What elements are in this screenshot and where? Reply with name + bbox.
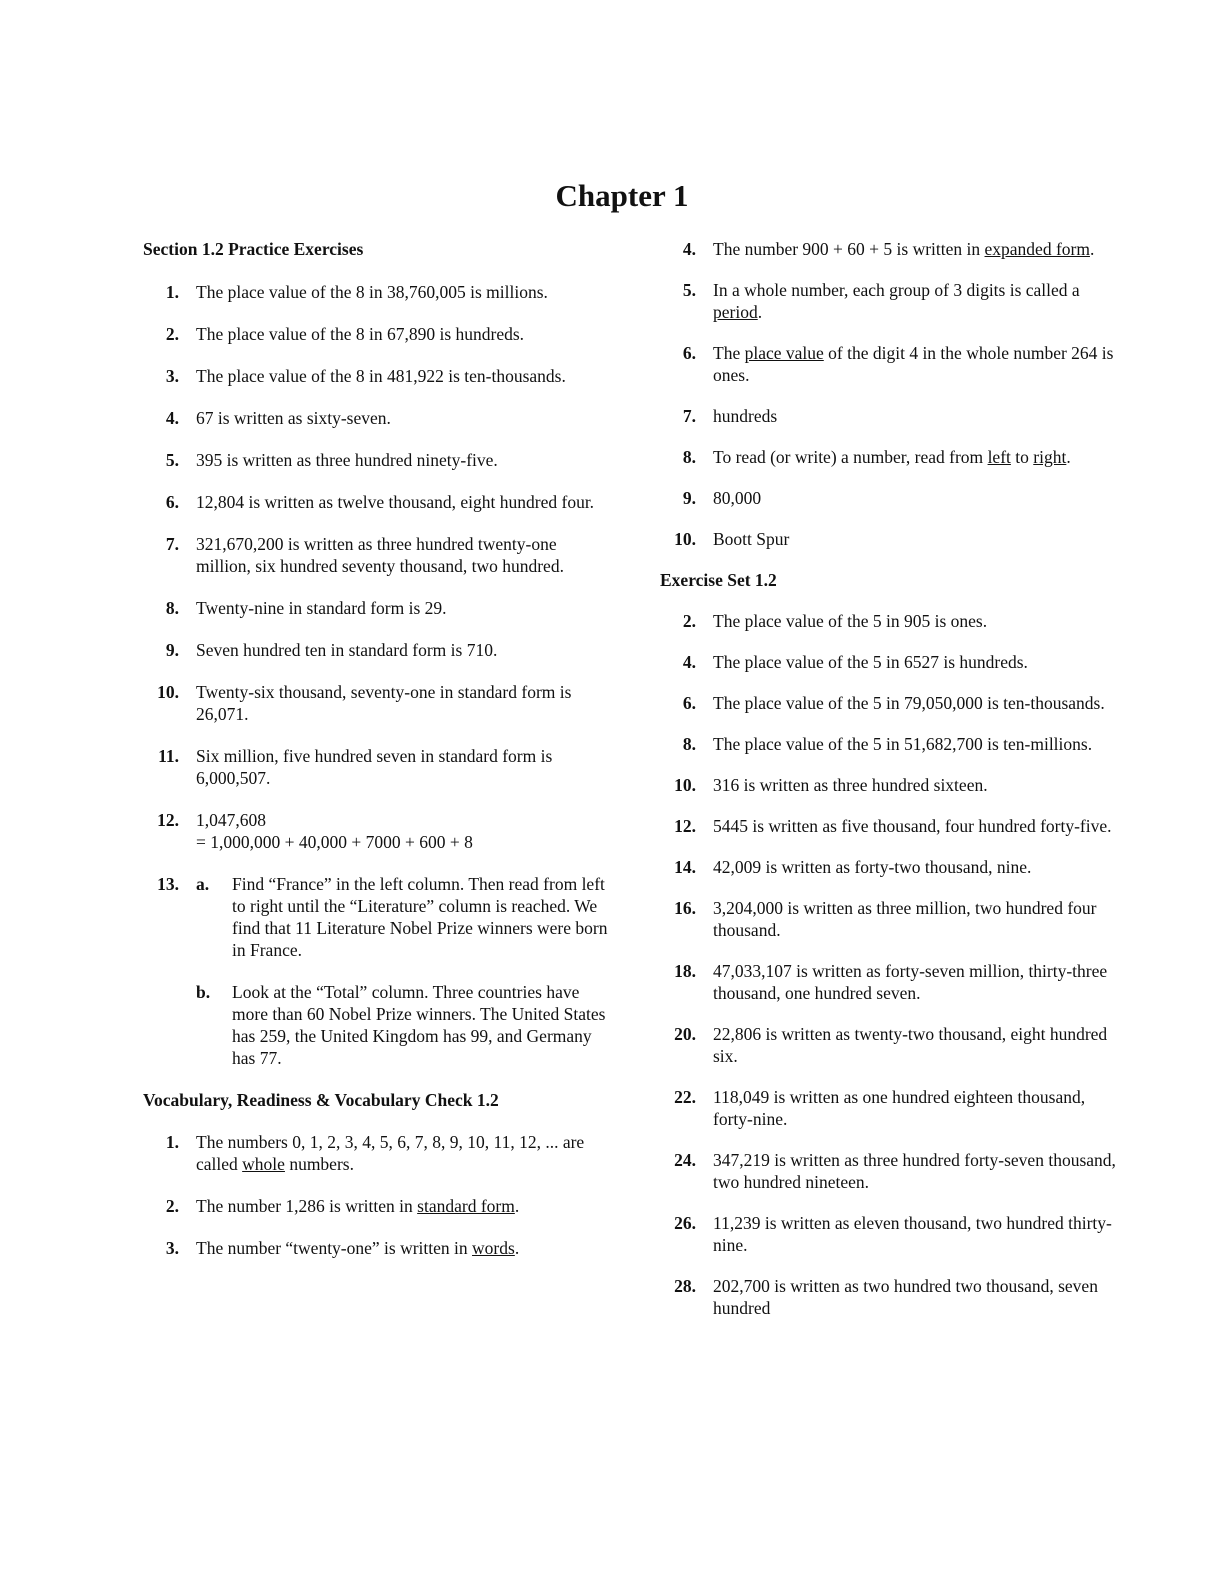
right-column: [660, 238, 1120, 1319]
item-text-part: numbers.: [284, 1154, 354, 1174]
item-number: 6.: [682, 343, 696, 363]
item-text: 12,804 is written as twelve thousand, eight hundred four.: [196, 492, 595, 512]
item-number: 2.: [165, 1196, 179, 1216]
sub-item: [196, 873, 613, 961]
practice-item: [143, 365, 613, 387]
exercise-item: [660, 1275, 1120, 1319]
practice-item: [143, 491, 613, 513]
item-number: 5.: [165, 450, 179, 470]
item-text-part: In a whole number, each group of 3 digits is called a: [713, 280, 1080, 300]
item-number: 24.: [674, 1150, 696, 1170]
vocab-item: [660, 342, 1120, 386]
item-number: 3.: [165, 1238, 179, 1258]
item-text: [196, 809, 613, 853]
item-number: 10.: [674, 529, 696, 549]
item-text: [196, 1131, 613, 1175]
item-text: The place value of the 5 in 79,050,000 is ten-thousands.: [713, 693, 1105, 713]
item-text: 67 is written as sixty-seven.: [196, 408, 391, 428]
item-number: 2.: [165, 324, 179, 344]
vocab-item: [660, 279, 1120, 323]
answer-underline: words: [472, 1238, 515, 1258]
exercise-item: [660, 1023, 1120, 1067]
item-text: 395 is written as three hundred ninety-five.: [196, 450, 498, 470]
item-number: 7.: [682, 406, 696, 426]
item-number: 9.: [165, 640, 179, 660]
item-number: 5.: [682, 280, 696, 300]
item-text: 42,009 is written as forty-two thousand, nine.: [713, 857, 1032, 877]
item-number: 3.: [165, 366, 179, 386]
item-text-part: The number 900 + 60 + 5 is written in: [713, 239, 985, 259]
item-number: 6.: [165, 492, 179, 512]
item-text-part: to: [1010, 447, 1034, 467]
item-text: [713, 238, 1120, 260]
item-number: 22.: [674, 1087, 696, 1107]
practice-item: [143, 873, 613, 1069]
sub-text: Look at the “Total” column. Three countries have more than 60 Nobel Prize winners. The United States has 259, the United Kingdom has 99, and Germany has 77.: [232, 982, 606, 1068]
item-text-part: .: [1066, 447, 1071, 467]
exercise-item: [660, 960, 1120, 1004]
item-text: Seven hundred ten in standard form is 710.: [196, 640, 498, 660]
item-text: 316 is written as three hundred sixteen.: [713, 775, 988, 795]
item-text: 5445 is written as five thousand, four hundred forty-five.: [713, 816, 1112, 836]
item-number: 26.: [674, 1213, 696, 1233]
answer-underline: right: [1033, 447, 1067, 467]
item-number: 14.: [674, 857, 696, 877]
vocab-item: [143, 1131, 613, 1175]
item-text: 80,000: [713, 488, 762, 508]
exercise-item: [660, 1086, 1120, 1130]
item-number: 1.: [165, 1132, 179, 1152]
item-number: 10.: [674, 775, 696, 795]
item-text: 347,219 is written as three hundred forty-seven thousand, two hundred nineteen.: [713, 1150, 1116, 1192]
item-number: 7.: [165, 534, 179, 554]
item-text: Boott Spur: [713, 529, 790, 549]
vocab-item: [660, 446, 1120, 468]
practice-item: [143, 809, 613, 853]
sub-letter: b.: [196, 982, 211, 1002]
item-number: 8.: [165, 598, 179, 618]
item-text: 22,806 is written as twenty-two thousand, eight hundred six.: [713, 1024, 1108, 1066]
answer-underline: expanded form: [984, 239, 1090, 259]
answer-underline: whole: [242, 1154, 285, 1174]
item-number: 12.: [674, 816, 696, 836]
item-text-part: The: [713, 343, 745, 363]
practice-item: [143, 323, 613, 345]
item-text: 321,670,200 is written as three hundred twenty-one million, six hundred seventy thousand, two hundred.: [196, 534, 564, 576]
practice-item: [143, 639, 613, 661]
item-text: The place value of the 8 in 38,760,005 is millions.: [196, 282, 548, 302]
vocab-heading: Vocabulary, Readiness & Vocabulary Check 1.2: [143, 1090, 499, 1110]
item-text: 11,239 is written as eleven thousand, two hundred thirty-nine.: [713, 1213, 1112, 1255]
item-number: 2.: [682, 611, 696, 631]
practice-item: [143, 533, 613, 577]
item-number: 12.: [157, 810, 179, 830]
practice-heading: Section 1.2 Practice Exercises: [143, 239, 364, 259]
item-text: The place value of the 5 in 6527 is hundreds.: [713, 652, 1028, 672]
exercise-item: [660, 774, 1120, 796]
vocab-item: [660, 528, 1120, 550]
sub-item: [196, 981, 613, 1069]
item-number: 10.: [157, 682, 179, 702]
exercise-item: [660, 610, 1120, 632]
item-text: The place value of the 5 in 51,682,700 is ten-millions.: [713, 734, 1093, 754]
practice-item: [143, 281, 613, 303]
sub-text: Find “France” in the left column. Then read from left to right until the “Literature” column is reached. We find that 11 Literature Nobel Prize winners were born in France.: [232, 874, 608, 960]
item-text: The place value of the 8 in 67,890 is hundreds.: [196, 324, 525, 344]
item-text: Six million, five hundred seven in standard form is 6,000,507.: [196, 746, 553, 788]
item-number: 28.: [674, 1276, 696, 1296]
item-text-part: .: [514, 1238, 520, 1258]
answer-underline: period: [713, 302, 758, 322]
item-line: 1,047,608: [196, 810, 266, 830]
practice-item: [143, 449, 613, 471]
item-text: The place value of the 5 in 905 is ones.: [713, 611, 988, 631]
item-text: [196, 873, 613, 1069]
item-text: Twenty-six thousand, seventy-one in standard form is 26,071.: [196, 682, 572, 724]
exercise-heading: Exercise Set 1.2: [660, 570, 777, 590]
item-text-part: The number “twenty-one” is written in: [196, 1238, 473, 1258]
exercise-item: [660, 815, 1120, 837]
sub-letter: a.: [196, 874, 210, 894]
exercise-item: [660, 692, 1120, 714]
item-number: 11.: [158, 746, 179, 766]
item-text-part: of the digit 4 in the whole number 264 is ones.: [713, 343, 1114, 385]
practice-item: [143, 681, 613, 725]
item-text: [713, 446, 1120, 468]
vocab-item: [660, 405, 1120, 427]
answer-underline: left: [987, 447, 1011, 467]
vocab-item: [660, 487, 1120, 509]
left-column: [143, 238, 613, 1259]
item-number: 8.: [682, 447, 696, 467]
exercise-item: [660, 1149, 1120, 1193]
answer-underline: place value: [744, 343, 824, 363]
vocab-item: [660, 238, 1120, 260]
item-text-part: The numbers 0, 1, 2, 3, 4, 5, 6, 7, 8, 9, 10, 11, 12, ... are called: [196, 1132, 585, 1174]
practice-item: [143, 407, 613, 429]
item-text: 3,204,000 is written as three million, two hundred four thousand.: [713, 898, 1097, 940]
item-text: [713, 342, 1120, 386]
item-number: 9.: [682, 488, 696, 508]
exercise-item: [660, 897, 1120, 941]
item-number: 1.: [165, 282, 179, 302]
item-text: Twenty-nine in standard form is 29.: [196, 598, 447, 618]
item-number: 13.: [157, 874, 179, 894]
vocab-item: [143, 1237, 613, 1259]
item-text-part: The number 1,286 is written in: [196, 1196, 418, 1216]
item-number: 4.: [165, 408, 179, 428]
exercise-item: [660, 856, 1120, 878]
item-text-part: To read (or write) a number, read from: [713, 447, 988, 467]
item-text: 47,033,107 is written as forty-seven million, thirty-three thousand, one hundred seven.: [713, 961, 1108, 1003]
item-number: 4.: [682, 652, 696, 672]
item-line: = 1,000,000 + 40,000 + 7000 + 600 + 8: [196, 832, 473, 852]
item-text: [196, 1195, 613, 1217]
item-text: hundreds: [713, 406, 778, 426]
item-number: 8.: [682, 734, 696, 754]
item-text-part: .: [1089, 239, 1095, 259]
exercise-item: [660, 651, 1120, 673]
item-number: 4.: [682, 239, 696, 259]
item-text: [713, 279, 1120, 323]
item-number: 6.: [682, 693, 696, 713]
item-text-part: .: [514, 1196, 520, 1216]
item-number: 16.: [674, 898, 696, 918]
exercise-item: [660, 1212, 1120, 1256]
item-text-part: .: [757, 302, 763, 322]
answer-underline: standard form: [417, 1196, 515, 1216]
vocab-item: [143, 1195, 613, 1217]
practice-item: [143, 597, 613, 619]
item-text: 202,700 is written as two hundred two thousand, seven hundred: [713, 1276, 1098, 1318]
item-number: 20.: [674, 1024, 696, 1044]
item-text: 118,049 is written as one hundred eighteen thousand, forty-nine.: [713, 1087, 1086, 1129]
chapter-title: Chapter 1: [555, 178, 689, 213]
item-number: 18.: [674, 961, 696, 981]
item-text: [196, 1237, 613, 1259]
exercise-item: [660, 733, 1120, 755]
item-text: The place value of the 8 in 481,922 is ten-thousands.: [196, 366, 566, 386]
practice-item: [143, 745, 613, 789]
